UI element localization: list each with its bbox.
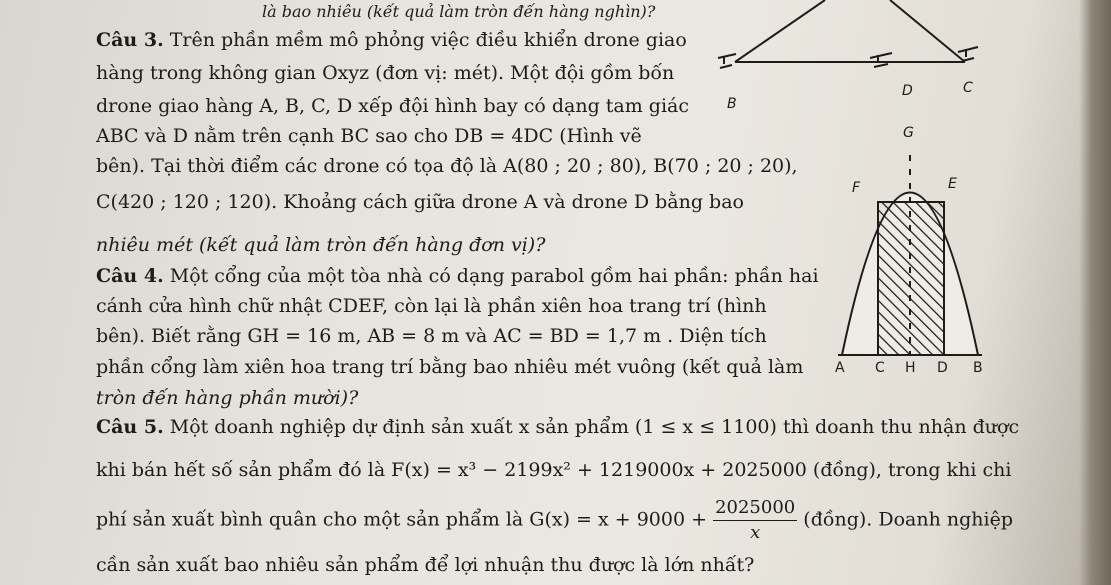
q5-fraction: [713, 496, 797, 545]
q4-line-3: bên). Biết rằng GH = 16 m, AB = 8 m và AC = BD = 1,7 m . Diện tích: [96, 325, 767, 347]
top-line: là bao nhiêu (kết quả làm tròn đến hàng nghìn)?: [262, 2, 656, 21]
page-shadow-edge: [1079, 0, 1111, 585]
fig1-label-b: B: [727, 96, 737, 112]
q3-line-4: ABC và D nằm trên cạnh BC sao cho DB = 4DC (Hình vẽ: [96, 125, 642, 147]
q3-text-1: Trên phần mềm mô phỏng việc điều khiển drone giao: [163, 29, 687, 51]
q5-line-1: [96, 415, 1019, 439]
fig2-label-e: E: [948, 176, 957, 192]
q3-label: Câu 3.: [96, 29, 164, 51]
q3-line-7: nhiêu mét (kết quả làm tròn đến hàng đơn vị)?: [96, 234, 546, 256]
q5-text-3a: phí sản xuất bình quân cho một sản phẩm là G(x) = x + 9000 +: [96, 508, 708, 531]
fraction-numerator: 2025000: [713, 496, 797, 521]
q4-line-4: phần cổng làm xiên hoa trang trí bằng bao nhiêu mét vuông (kết quả làm: [96, 356, 804, 378]
q4-line-1: [96, 264, 819, 288]
q5-text-1: Một doanh nghiệp dự định sản xuất x sản phẩm (1 ≤ x ≤ 1100) thì doanh thu nhận được: [163, 416, 1020, 438]
q4-text-1: Một cổng của một tòa nhà có dạng parabol gồm hai phần: phần hai: [163, 265, 819, 287]
drone-icon-b: [718, 54, 736, 68]
drone-formation-figure: [700, 0, 1000, 110]
parabola-gate-figure: [820, 130, 1000, 370]
q5-line-2: khi bán hết số sản phẩm đó là F(x) = x³ − 2199x² + 1219000x + 2025000 (đồng), trong khi chi: [96, 459, 1012, 481]
fig2-label-f: F: [852, 180, 861, 196]
fig1-label-d: D: [902, 83, 913, 99]
q4-line-5: tròn đến hàng phần mười)?: [96, 387, 359, 409]
q4-line-2: cánh cửa hình chữ nhật CDEF, còn lại là phần xiên hoa trang trí (hình: [96, 295, 767, 317]
fig2-label-g: G: [903, 125, 914, 141]
q3-line-5: bên). Tại thời điểm các drone có tọa độ là A(80 ; 20 ; 80), B(70 ; 20 ; 20),: [96, 155, 798, 177]
q3-line-1: [96, 28, 687, 52]
fig2-label-c: C: [875, 360, 885, 376]
q5-text-3b: (đồng). Doanh nghiệp: [797, 508, 1014, 531]
fig2-label-h: H: [905, 360, 916, 376]
fig1-label-c: C: [963, 80, 973, 96]
q3-line-2: hàng trong không gian Oxyz (đơn vị: mét). Một đội gồm bốn: [96, 62, 675, 84]
fraction-denominator: x: [750, 522, 761, 543]
drone-icon-d: [870, 53, 892, 67]
q5-label: Câu 5.: [96, 416, 164, 438]
q5-line-3: [96, 496, 1013, 545]
fig2-label-b: B: [973, 360, 983, 376]
q4-label: Câu 4.: [96, 265, 164, 287]
q3-line-6: C(420 ; 120 ; 120). Khoảng cách giữa drone A và drone D bằng bao: [96, 191, 744, 213]
fig2-label-a: A: [835, 360, 845, 376]
q3-line-3: drone giao hàng A, B, C, D xếp đội hình bay có dạng tam giác: [96, 95, 689, 117]
q5-line-4: cần sản xuất bao nhiêu sản phẩm để lợi nhuận thu được là lớn nhất?: [96, 554, 755, 576]
fig2-label-d: D: [937, 360, 948, 376]
